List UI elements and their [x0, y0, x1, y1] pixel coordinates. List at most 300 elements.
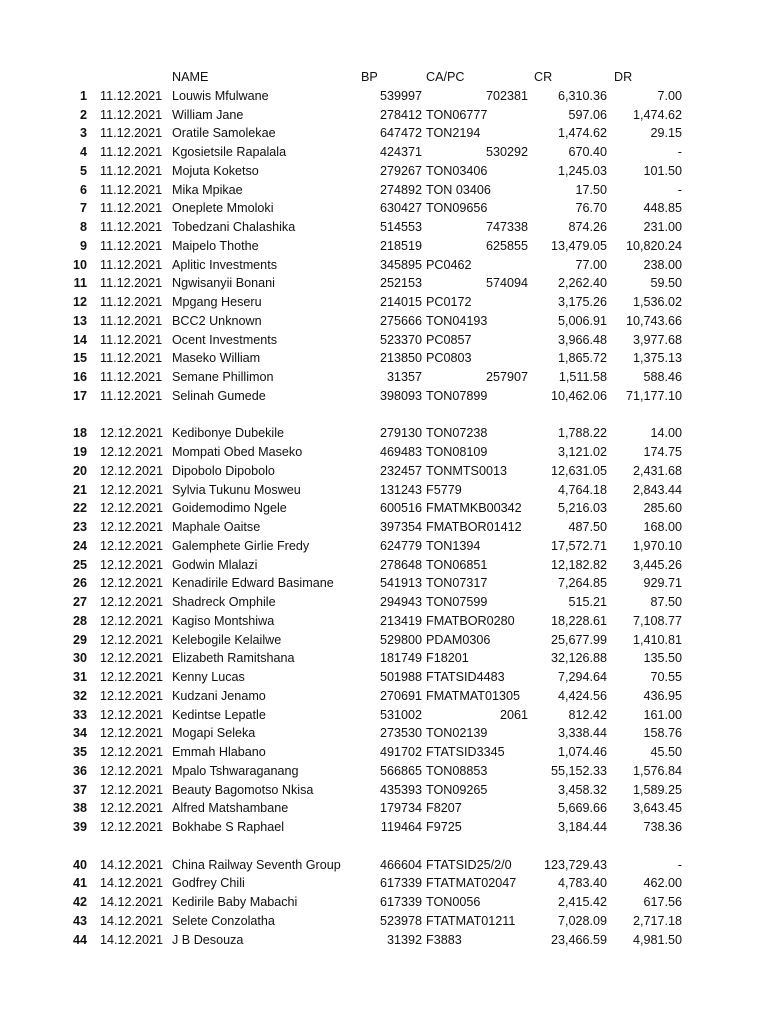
dr-cell: 29.15 — [650, 126, 682, 141]
row-number: 32 — [72, 688, 87, 703]
bp-cell: 523978 — [379, 913, 422, 928]
bp-cell: 273530 — [379, 726, 422, 741]
table-row — [0, 424, 768, 443]
table-row — [0, 368, 768, 387]
name-cell: Kenny Lucas — [172, 670, 245, 684]
date-cell: 12.12.2021 — [100, 520, 164, 534]
name-cell: Oneplete Mmoloki — [172, 201, 274, 216]
row-number: 7 — [79, 201, 87, 216]
dr-cell: 4,981.50 — [632, 932, 682, 947]
name-cell: BCC2 Unknown — [172, 313, 262, 328]
cr-cell: 3,458.32 — [557, 782, 607, 797]
date-cell: 12.12.2021 — [100, 670, 164, 684]
capc-cell: TON09265 — [426, 782, 488, 797]
dr-cell: 101.50 — [643, 163, 682, 178]
row-number: 31 — [72, 670, 87, 684]
cr-cell: 3,121.02 — [557, 445, 607, 459]
date-cell: 11.12.2021 — [100, 351, 163, 366]
capc-cell: 574094 — [485, 276, 528, 291]
cr-cell: 4,764.18 — [557, 482, 607, 497]
capc-cell: TON06851 — [426, 557, 488, 572]
row-number: 23 — [72, 520, 87, 534]
table-row — [0, 668, 768, 687]
dr-cell: 87.50 — [650, 595, 682, 609]
dr-cell: 231.00 — [643, 220, 682, 234]
dr-cell: 161.00 — [643, 707, 682, 722]
table-row — [0, 687, 768, 706]
capc-cell: FMATBOR0280 — [426, 613, 515, 628]
date-cell: 12.12.2021 — [100, 782, 164, 797]
name-cell: Kudzani Jenamo — [172, 688, 266, 703]
cr-cell: 13,479.05 — [550, 238, 607, 253]
table-row — [0, 387, 768, 406]
cr-cell: 2,415.42 — [557, 895, 607, 909]
table-row — [0, 293, 768, 312]
dr-cell: 617.56 — [643, 895, 682, 909]
capc-cell: TON06777 — [426, 107, 488, 122]
dr-cell: 168.00 — [643, 520, 682, 534]
date-cell: 11.12.2021 — [100, 126, 163, 141]
name-cell: Kedibonye Dubekile — [172, 426, 285, 441]
bp-cell: 466604 — [379, 857, 422, 872]
date-cell: 12.12.2021 — [100, 426, 164, 441]
date-cell: 11.12.2021 — [100, 145, 163, 159]
dr-cell: 738.36 — [643, 820, 682, 834]
cr-cell: 1,245.03 — [557, 163, 607, 178]
capc-cell: FTATMAT02047 — [426, 876, 517, 891]
capc-cell: PDAM0306 — [426, 632, 491, 647]
table-row — [0, 649, 768, 668]
capc-cell: TON0056 — [426, 895, 481, 909]
dr-cell: 158.76 — [643, 726, 682, 741]
name-cell: Kgosietsile Rapalala — [172, 145, 287, 159]
capc-cell: TON 03406 — [426, 182, 491, 197]
name-cell: Elizabeth Ramitshana — [172, 651, 295, 666]
bp-cell: 232457 — [379, 463, 422, 478]
cr-cell: 1,788.22 — [557, 426, 607, 441]
header-dr: DR — [614, 70, 633, 84]
table-row — [0, 893, 768, 912]
name-cell: Alfred Matshambane — [172, 801, 289, 816]
name-cell: Shadreck Omphile — [172, 595, 276, 609]
bp-cell: 600516 — [379, 501, 422, 516]
table-row — [0, 143, 768, 162]
cr-cell: 3,184.44 — [557, 820, 607, 834]
row-number: 17 — [72, 388, 87, 403]
name-cell: Beauty Bagomotso Nkisa — [172, 782, 314, 797]
bp-cell: 31357 — [386, 370, 422, 384]
header-bp: BP — [361, 70, 378, 84]
table-row — [0, 331, 768, 350]
date-cell: 12.12.2021 — [100, 688, 164, 703]
cr-cell: 4,783.40 — [557, 876, 607, 891]
date-cell: 11.12.2021 — [100, 370, 163, 384]
capc-cell: PC0857 — [426, 332, 472, 347]
date-cell: 12.12.2021 — [100, 820, 164, 834]
name-cell: Aplitic Investments — [172, 257, 277, 272]
bp-cell: 424371 — [379, 145, 422, 159]
bp-cell: 647472 — [379, 126, 422, 141]
date-cell: 12.12.2021 — [100, 801, 164, 816]
row-number: 15 — [72, 351, 87, 366]
bp-cell: 617339 — [379, 876, 422, 891]
capc-cell: TONMTS0013 — [426, 463, 507, 478]
name-cell: Dipobolo Dipobolo — [172, 463, 275, 478]
capc-cell: TON07899 — [426, 388, 488, 403]
cr-cell: 12,182.82 — [550, 557, 607, 572]
capc-cell: 702381 — [485, 88, 528, 103]
name-cell: Kenadirile Edward Basimane — [172, 576, 334, 591]
header-capc: CA/PC — [426, 70, 465, 84]
row-number: 40 — [72, 857, 87, 872]
table-row — [0, 612, 768, 631]
row-number: 29 — [72, 632, 87, 647]
cr-cell: 55,152.33 — [550, 763, 607, 778]
bp-cell: 131243 — [379, 482, 422, 497]
name-cell: Mogapi Seleka — [172, 726, 256, 741]
date-cell: 14.12.2021 — [100, 913, 164, 928]
date-cell: 14.12.2021 — [100, 932, 164, 947]
name-cell: Mpalo Tshwaraganang — [172, 763, 299, 778]
capc-cell: TON07238 — [426, 426, 488, 441]
table-row — [0, 781, 768, 800]
row-number: 35 — [72, 745, 87, 759]
name-cell: Maphale Oaitse — [172, 520, 261, 534]
row-number: 26 — [72, 576, 87, 591]
cr-cell: 5,669.66 — [557, 801, 607, 816]
cr-cell: 7,264.85 — [557, 576, 607, 591]
bp-cell: 435393 — [379, 782, 422, 797]
bp-cell: 294943 — [379, 595, 422, 609]
table-row — [0, 556, 768, 575]
capc-cell: TON09656 — [426, 201, 488, 216]
row-number: 36 — [72, 763, 87, 778]
date-cell: 12.12.2021 — [100, 463, 164, 478]
cr-cell: 597.06 — [568, 107, 607, 122]
name-cell: Selinah Gumede — [172, 388, 266, 403]
name-cell: Kelebogile Kelailwe — [172, 632, 282, 647]
bp-cell: 218519 — [379, 238, 422, 253]
table-row — [0, 199, 768, 218]
name-cell: Godfrey Chili — [172, 876, 245, 891]
bp-cell: 278648 — [379, 557, 422, 572]
capc-cell: TON07317 — [426, 576, 488, 591]
bp-cell: 566865 — [379, 763, 422, 778]
table-row — [0, 818, 768, 837]
cr-cell: 1,074.46 — [557, 745, 607, 759]
dr-cell: 3,643.45 — [632, 801, 682, 816]
name-cell: Maipelo Thothe — [172, 238, 259, 253]
dr-cell: 10,743.66 — [625, 313, 682, 328]
capc-cell: FMATBOR01412 — [426, 520, 522, 534]
dr-cell: 7.00 — [657, 88, 682, 103]
row-number: 9 — [79, 238, 87, 253]
blank-row — [0, 837, 768, 856]
capc-cell: TON04193 — [426, 313, 488, 328]
row-number: 44 — [72, 932, 87, 947]
cr-cell: 4,424.56 — [557, 688, 607, 703]
cr-cell: 487.50 — [568, 520, 607, 534]
bp-cell: 531002 — [379, 707, 422, 722]
cr-cell: 17,572.71 — [550, 538, 607, 553]
date-cell: 11.12.2021 — [100, 107, 163, 122]
dr-cell: 1,474.62 — [632, 107, 682, 122]
bp-cell: 279267 — [379, 163, 422, 178]
bp-cell: 617339 — [379, 895, 422, 909]
cr-cell: 3,175.26 — [557, 295, 607, 309]
dr-cell: 2,431.68 — [632, 463, 682, 478]
cr-cell: 1,474.62 — [557, 126, 607, 141]
name-cell: Louwis Mfulwane — [172, 88, 269, 103]
capc-cell: F3883 — [426, 932, 462, 947]
bp-cell: 278412 — [379, 107, 422, 122]
table-row — [0, 481, 768, 500]
date-cell: 12.12.2021 — [100, 632, 164, 647]
name-cell: Maseko William — [172, 351, 261, 366]
dr-cell: 2,717.18 — [632, 913, 682, 928]
capc-cell: TON2194 — [426, 126, 481, 141]
bp-cell: 279130 — [379, 426, 422, 441]
dr-cell: 2,843.44 — [632, 482, 682, 497]
cr-cell: 1,865.72 — [557, 351, 607, 366]
name-cell: Mika Mpikae — [172, 182, 243, 197]
cr-cell: 77.00 — [575, 257, 607, 272]
date-cell: 11.12.2021 — [100, 257, 163, 272]
bp-cell: 179734 — [379, 801, 422, 816]
row-number: 6 — [79, 182, 87, 197]
row-number: 14 — [72, 332, 87, 347]
table-row — [0, 218, 768, 237]
row-number: 30 — [72, 651, 87, 666]
table-row — [0, 537, 768, 556]
date-cell: 12.12.2021 — [100, 745, 164, 759]
row-number: 21 — [72, 482, 87, 497]
name-cell: Mpgang Heseru — [172, 295, 262, 309]
bp-cell: 630427 — [379, 201, 422, 216]
dr-cell: 3,445.26 — [632, 557, 682, 572]
name-cell: Bokhabe S Raphael — [172, 820, 285, 834]
table-row — [0, 106, 768, 125]
bp-cell: 119464 — [380, 820, 422, 834]
name-cell: Emmah Hlabano — [172, 745, 266, 759]
name-cell: Semane Phillimon — [172, 370, 274, 384]
capc-cell: FMATMKB00342 — [426, 501, 522, 516]
capc-cell: F5779 — [426, 482, 462, 497]
dr-cell: 1,536.02 — [632, 295, 682, 309]
dr-cell: 1,970.10 — [632, 538, 682, 553]
table-row — [0, 762, 768, 781]
name-cell: Goidemodimo Ngele — [172, 501, 287, 516]
dr-cell: - — [677, 182, 682, 197]
row-number: 38 — [72, 801, 87, 816]
row-number: 33 — [72, 707, 87, 722]
cr-cell: 17.50 — [575, 182, 607, 197]
row-number: 1 — [79, 88, 87, 103]
dr-cell: 929.71 — [643, 576, 682, 591]
dr-cell: 285.60 — [643, 501, 682, 516]
dr-cell: 3,977.68 — [632, 332, 682, 347]
dr-cell: 10,820.24 — [625, 238, 682, 253]
date-cell: 11.12.2021 — [100, 276, 163, 291]
cr-cell: 12,631.05 — [550, 463, 607, 478]
name-cell: Sylvia Tukunu Mosweu — [172, 482, 301, 497]
bp-cell: 345895 — [379, 257, 422, 272]
row-number: 18 — [72, 426, 87, 441]
capc-cell: FTATSID25/2/0 — [426, 857, 512, 872]
row-number: 22 — [72, 501, 87, 516]
table-row — [0, 518, 768, 537]
row-number: 20 — [72, 463, 87, 478]
table-row — [0, 349, 768, 368]
row-number: 37 — [72, 782, 87, 797]
row-number: 16 — [72, 370, 87, 384]
dr-cell: 588.46 — [643, 370, 682, 384]
capc-cell: TON07599 — [426, 595, 488, 609]
bp-cell: 469483 — [379, 445, 422, 459]
date-cell: 12.12.2021 — [100, 445, 164, 459]
bp-cell: 252153 — [379, 276, 422, 291]
table-row — [0, 874, 768, 893]
row-number: 43 — [72, 913, 87, 928]
date-cell: 11.12.2021 — [100, 295, 163, 309]
bp-cell: 541913 — [379, 576, 422, 591]
bp-cell: 213419 — [379, 613, 422, 628]
dr-cell: 436.95 — [643, 688, 682, 703]
date-cell: 11.12.2021 — [100, 238, 163, 253]
cr-cell: 3,338.44 — [557, 726, 607, 741]
cr-cell: 670.40 — [568, 145, 607, 159]
capc-cell: F18201 — [426, 651, 469, 666]
capc-cell: TON03406 — [426, 163, 488, 178]
date-cell: 12.12.2021 — [100, 651, 164, 666]
cr-cell: 812.42 — [568, 707, 607, 722]
table-row — [0, 593, 768, 612]
bp-cell: 181749 — [379, 651, 422, 666]
table-row — [0, 462, 768, 481]
dr-cell: 14.00 — [650, 426, 682, 441]
capc-cell: 2061 — [499, 707, 528, 722]
name-cell: Mompati Obed Maseko — [172, 445, 303, 459]
cr-cell: 25,677.99 — [550, 632, 607, 647]
dr-cell: 7,108.77 — [632, 613, 682, 628]
cr-cell: 1,511.58 — [558, 370, 607, 384]
date-cell: 14.12.2021 — [100, 876, 164, 891]
date-cell: 14.12.2021 — [100, 857, 164, 872]
capc-cell: F8207 — [426, 801, 462, 816]
date-cell: 12.12.2021 — [100, 707, 164, 722]
table-row — [0, 162, 768, 181]
row-number: 4 — [79, 145, 87, 159]
date-cell: 11.12.2021 — [100, 182, 163, 197]
cr-cell: 7,028.09 — [557, 913, 607, 928]
row-number: 27 — [72, 595, 87, 609]
bp-cell: 398093 — [379, 388, 422, 403]
date-cell: 11.12.2021 — [100, 220, 163, 234]
date-cell: 11.12.2021 — [100, 313, 163, 328]
cr-cell: 76.70 — [575, 201, 607, 216]
table-row — [0, 256, 768, 275]
blank-row — [0, 406, 768, 425]
dr-cell: 45.50 — [650, 745, 682, 759]
name-cell: China Railway Seventh Group — [172, 857, 341, 872]
table-row — [0, 237, 768, 256]
table-row — [0, 312, 768, 331]
table-row — [0, 181, 768, 200]
header-name: NAME — [172, 70, 209, 84]
table-row — [0, 799, 768, 818]
table-row — [0, 499, 768, 518]
capc-cell: PC0803 — [426, 351, 472, 366]
bp-cell: 270691 — [379, 688, 422, 703]
dr-cell: 1,410.81 — [632, 632, 682, 647]
date-cell: 11.12.2021 — [100, 88, 163, 103]
table-row — [0, 574, 768, 593]
capc-cell: PC0172 — [426, 295, 472, 309]
date-cell: 12.12.2021 — [100, 538, 164, 553]
row-number: 24 — [72, 538, 87, 553]
cr-cell: 7,294.64 — [557, 670, 607, 684]
cr-cell: 5,006.91 — [557, 313, 607, 328]
capc-cell: 530292 — [485, 145, 528, 159]
name-cell: Kedirile Baby Mabachi — [172, 895, 298, 909]
dr-cell: 71,177.10 — [625, 388, 682, 403]
capc-cell: TON08109 — [426, 445, 488, 459]
row-number: 12 — [72, 295, 87, 309]
capc-cell: FTATMAT01211 — [426, 913, 516, 928]
name-cell: Selete Conzolatha — [172, 913, 275, 928]
table-row — [0, 912, 768, 931]
name-cell: Godwin Mlalazi — [172, 557, 258, 572]
row-number: 25 — [72, 557, 87, 572]
dr-cell: 135.50 — [643, 651, 682, 666]
bp-cell: 397354 — [379, 520, 422, 534]
table-row — [0, 743, 768, 762]
table-row — [0, 124, 768, 143]
row-number: 19 — [72, 445, 87, 459]
table-row — [0, 706, 768, 725]
cr-cell: 515.21 — [568, 595, 607, 609]
date-cell: 12.12.2021 — [100, 726, 164, 741]
date-cell: 12.12.2021 — [100, 763, 164, 778]
table-row — [0, 724, 768, 743]
row-number: 34 — [72, 726, 87, 741]
bp-cell: 501988 — [379, 670, 422, 684]
bp-cell: 539997 — [379, 88, 422, 103]
name-cell: Kedintse Lepatle — [172, 707, 266, 722]
header-cr: CR — [534, 70, 553, 84]
date-cell: 11.12.2021 — [100, 332, 163, 347]
row-number: 13 — [72, 313, 87, 328]
capc-cell: TON08853 — [426, 763, 488, 778]
cr-cell: 874.26 — [568, 220, 607, 234]
dr-cell: 462.00 — [643, 876, 682, 891]
name-cell: Galemphete Girlie Fredy — [172, 538, 310, 553]
table-body — [0, 87, 768, 950]
cr-cell: 18,228.61 — [550, 613, 607, 628]
row-number: 5 — [79, 163, 87, 178]
cr-cell: 2,262.40 — [557, 276, 607, 291]
cr-cell: 5,216.03 — [557, 501, 607, 516]
date-cell: 12.12.2021 — [100, 557, 164, 572]
table-row — [0, 631, 768, 650]
dr-cell: - — [677, 145, 682, 159]
row-number: 10 — [72, 257, 87, 272]
bp-cell: 274892 — [379, 182, 422, 197]
date-cell: 12.12.2021 — [100, 576, 164, 591]
capc-cell: FMATMAT01305 — [426, 688, 521, 703]
bp-cell: 213850 — [379, 351, 422, 366]
row-number: 41 — [72, 876, 87, 891]
